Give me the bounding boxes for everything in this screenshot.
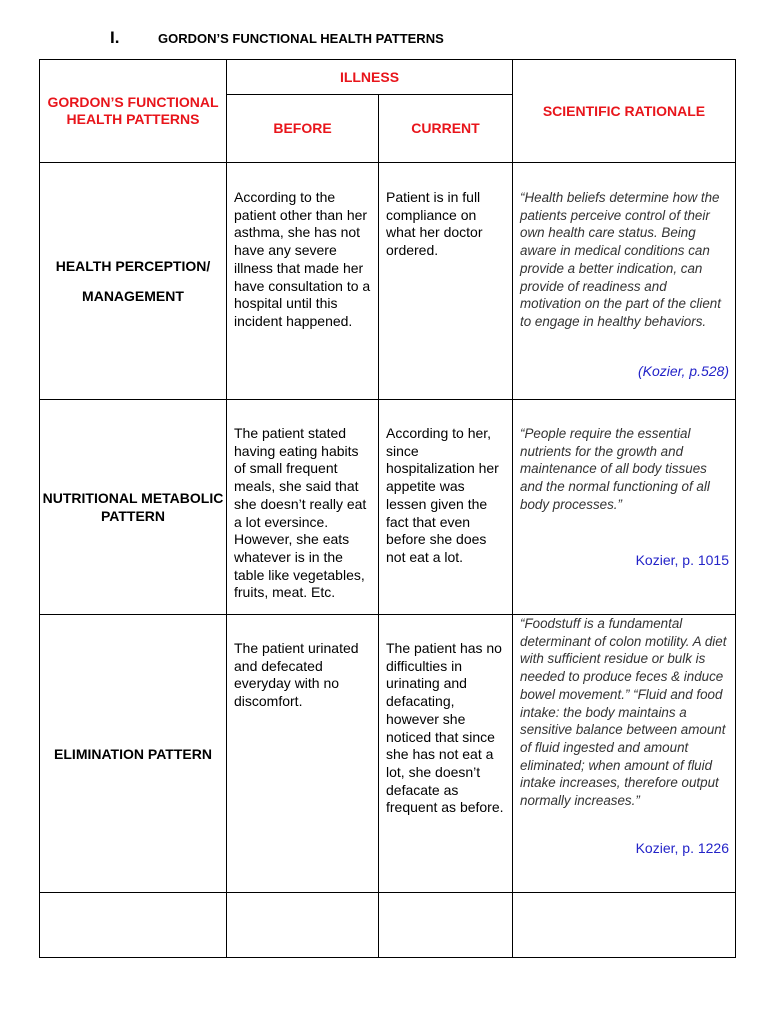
- header-pattern: GORDON’S FUNCTIONAL HEALTH PATTERNS: [40, 60, 227, 163]
- citation: Kozier, p. 1015: [635, 551, 729, 568]
- rationale-cell: [513, 615, 736, 893]
- before-text: According to the patient other than her asthma, she has not have any severe illness that made her have consultation to a hospital until this incident happened.: [234, 189, 371, 329]
- section-title: GORDON’S FUNCTIONAL HEALTH PATTERNS: [158, 31, 444, 46]
- pattern-name: HEALTH PERCEPTION/ MANAGEMENT: [40, 163, 227, 400]
- before-text: The patient urinated and defecated everyday with no discomfort.: [234, 640, 359, 710]
- current-text: Patient is in full compliance on what her doctor ordered.: [386, 189, 483, 259]
- before-cell: [227, 615, 379, 893]
- before-cell: [227, 400, 379, 615]
- health-patterns-table: [39, 59, 736, 958]
- before-cell: [227, 163, 379, 400]
- section-numeral: I.: [110, 28, 120, 47]
- current-cell: [379, 163, 513, 400]
- pattern-name: NUTRITIONAL METABOLIC PATTERN: [40, 400, 227, 615]
- header-row: [40, 60, 736, 95]
- before-text: The patient stated having eating habits of small frequent meals, she said that she doesn’t really eat a lot eversince. However, she eats whatever is in the table like vegetables, fruits, meat. Etc.: [234, 425, 367, 601]
- current-cell: [379, 615, 513, 893]
- rationale-text: “People require the essential nutrients for the growth and maintenance of all body tissues and the normal functioning of all body processes.”: [520, 426, 710, 512]
- current-cell: [379, 400, 513, 615]
- table-row: [40, 400, 736, 615]
- empty-cell: [40, 893, 227, 958]
- citation: (Kozier, p.528): [637, 362, 729, 379]
- rationale-text: “Health beliefs determine how the patients perceive control of their own health care status. Being aware in medical conditions can provide a better indication, can provide of readiness and motivation on the part of the client to engage in healthy behaviors.: [520, 190, 721, 329]
- current-text: According to her, since hospitalization her appetite was lessen given the fact that even before she does not eat a lot.: [386, 425, 499, 565]
- rationale-cell: [513, 163, 736, 400]
- citation: Kozier, p. 1226: [635, 839, 729, 856]
- empty-row: [40, 893, 736, 958]
- header-before: BEFORE: [227, 95, 379, 163]
- rationale-text: “Foodstuff is a fundamental determinant of colon motility. A diet with sufficient residue or bulk is needed to produce feces & induce bowel movement.” “Fluid and food intake: the body maintains a sensitive balance between amount of fluid ingested and amount eliminated; when amount of fluid intake increases, therefore output normally increases.”: [520, 616, 727, 809]
- table-row: [40, 615, 736, 893]
- empty-cell: [227, 893, 379, 958]
- pattern-name: ELIMINATION PATTERN: [40, 615, 227, 893]
- header-rationale: SCIENTIFIC RATIONALE: [513, 60, 736, 163]
- empty-cell: [379, 893, 513, 958]
- document-heading: [0, 26, 768, 50]
- current-text: The patient has no difficulties in urinating and defacating, however she noticed that since she has not eat a lot, she doesn’t defacate as frequent as before.: [386, 640, 504, 816]
- table-row: [40, 163, 736, 400]
- header-illness: ILLNESS: [227, 60, 513, 95]
- empty-cell: [513, 893, 736, 958]
- rationale-cell: [513, 400, 736, 615]
- header-current: CURRENT: [379, 95, 513, 163]
